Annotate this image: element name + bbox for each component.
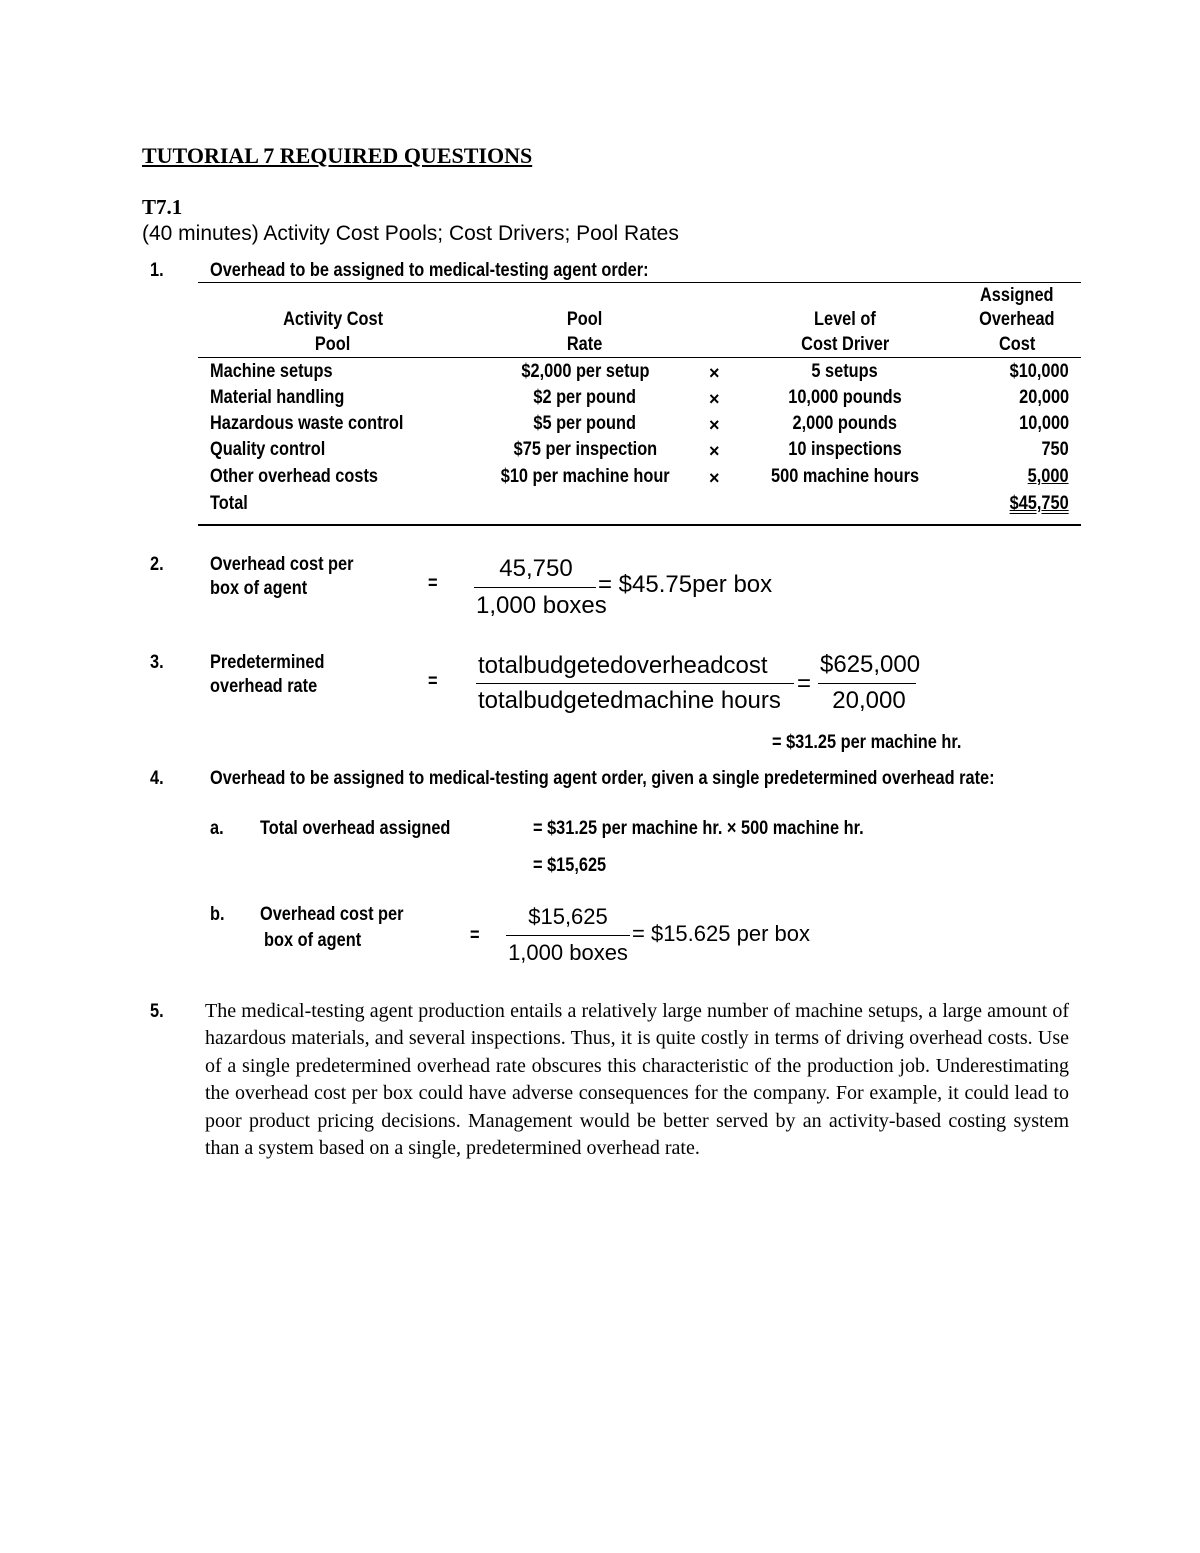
q2-equals: = [428,573,438,594]
row-rate: $2 per pound [533,387,637,408]
q3-denominator: totalbudgetedmachine hours [478,687,781,714]
q4b-result: = $15.625 per box [632,921,810,946]
multiply-sign: × [709,389,720,409]
q3-label-line2: overhead rate [210,676,318,697]
row-cost: 10,000 [1019,413,1069,434]
document-title: TUTORIAL 7 REQUIRED QUESTIONS [142,143,533,168]
total-label: Total [210,493,248,514]
q2-number: 2. [150,554,164,575]
q5-paragraph: The medical-testing agent production entails a relatively large number of machine setups, a large amount of hazardous materials, and several inspections. Thus, it is quite costly in terms of driving overhead costs. Use of a single predetermined overhead rate obscures this characteristic of the production job. Underestimating the overhead cost per box could have adverse consequences for the company. For example, it could lead to poor product pricing decisions. Management would be better served by an activity-based costing system than a system based on a single, predetermined overhead rate. [205,1000,1069,1160]
row-pool: Other overhead costs [210,466,378,487]
row-cost: 750 [1041,439,1069,460]
q1-number: 1. [150,260,164,281]
q5-number: 5. [150,1001,164,1022]
multiply-sign: × [709,415,720,435]
row-pool: Hazardous waste control [210,413,404,434]
q4b-fraction-bar [506,935,630,936]
q3-fraction-bar [476,683,794,684]
q4b-denominator: 1,000 boxes [508,940,628,965]
q3-denominator-2: 20,000 [832,687,906,714]
table-bottom-rule [198,524,1081,526]
q4b-label-line2: box of agent [264,930,362,951]
q3-equals: = [428,671,438,692]
q2-label-line2: box of agent [210,578,308,599]
row-level: 500 machine hours [770,466,920,487]
row-cost: 20,000 [1019,387,1069,408]
q2-result: = $45.75per box [598,571,773,598]
q2-label-line1: Overhead cost per [210,554,354,575]
q3-numerator-2: $625,000 [820,651,921,678]
header-cost-line3: Cost [998,334,1036,355]
header-pool-line1: Activity Cost [283,309,383,330]
multiply-sign: × [709,441,720,461]
table-header-rule [198,357,1081,358]
q3-result: = $31.25 per machine hr. [772,732,962,753]
q1-label: Overhead to be assigned to medical-testing agent order: [210,260,649,281]
row-cost: $10,000 [1009,361,1069,382]
q4b-label-line1: Overhead cost per [260,904,404,925]
row-level: 10 inspections [788,439,902,460]
row-rate: $2,000 per setup [520,361,650,382]
row-pool: Quality control [210,439,326,460]
row-pool: Material handling [210,387,345,408]
header-rate-line2: Rate [567,334,603,355]
q4b-letter: b. [210,904,225,925]
q4a-line1: = $31.25 per machine hr. × 500 machine hr. [533,818,864,839]
q3-fraction-bar-2 [818,683,916,684]
row-rate: $10 per machine hour [500,466,670,487]
problem-heading: (40 minutes) Activity Cost Pools; Cost Drivers; Pool Rates [142,222,679,245]
row-level: 10,000 pounds [788,387,902,408]
q4a-label: Total overhead assigned [260,818,451,839]
q4-label: Overhead to be assigned to medical-testing agent order, given a single predetermined overhead rate: [210,768,995,789]
header-pool-line2: Pool [315,334,351,355]
q2-numerator: 45,750 [499,555,573,582]
q3-number: 3. [150,652,164,673]
q3-label-line1: Predetermined [210,652,325,673]
multiply-sign: × [709,468,720,488]
total-value: $45,750 [1009,493,1069,514]
q4-number: 4. [150,768,164,789]
table-top-rule [198,282,1081,283]
q4b-equals: = [470,925,480,946]
row-rate: $5 per pound [533,413,637,434]
row-level: 5 setups [811,361,879,382]
q2-denominator: 1,000 boxes [476,592,607,619]
row-level: 2,000 pounds [792,413,898,434]
header-rate-line1: Pool [567,309,603,330]
q4b-numerator: $15,625 [528,904,608,929]
row-pool: Machine setups [210,361,333,382]
q4a-line2: = $15,625 [533,855,607,876]
header-level-line2: Cost Driver [800,334,890,355]
row-cost: 5,000 [1028,466,1069,487]
multiply-sign: × [709,363,720,383]
header-cost-line2: Overhead [979,309,1055,330]
q2-fraction-bar [474,587,596,588]
header-cost-line1: Assigned [980,285,1054,306]
q3-mid-equals: = [797,670,812,697]
q4a-letter: a. [210,818,224,839]
problem-code: T7.1 [142,195,183,219]
header-level-line1: Level of [814,309,876,330]
q3-numerator: totalbudgetedoverheadcost [478,652,768,679]
row-rate: $75 per inspection [513,439,657,460]
